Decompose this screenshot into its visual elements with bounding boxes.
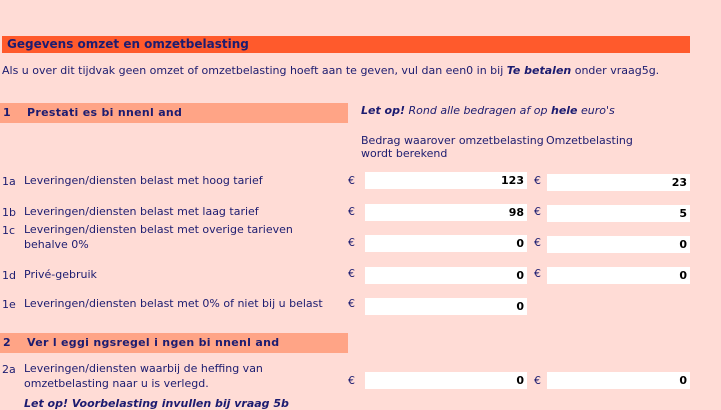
- base-amount-field[interactable]: 0: [365, 235, 527, 252]
- section-header-bar: [2, 36, 690, 53]
- column-header-base: [361, 134, 544, 160]
- tax-amount-field[interactable]: 0: [547, 236, 690, 253]
- note-text: euro's: [577, 104, 615, 117]
- euro-symbol: €: [534, 267, 541, 280]
- euro-symbol: €: [348, 267, 355, 280]
- input-tax-note: Let op! Voorbelasting invullen bij vraag 5b: [24, 397, 289, 410]
- row-code: 1e: [2, 298, 16, 311]
- euro-symbol: €: [348, 297, 355, 310]
- euro-symbol: €: [348, 236, 355, 249]
- euro-symbol: €: [348, 374, 355, 387]
- row-label: Privé-gebruik: [24, 268, 97, 281]
- row-code: 2a: [2, 363, 16, 376]
- section-number: 2: [3, 336, 11, 349]
- section-number: 1: [3, 106, 11, 119]
- row-code: 1c: [2, 224, 16, 237]
- tax-amount-field[interactable]: 5: [547, 205, 690, 222]
- column-header-base-line: wordt berekend: [361, 147, 448, 160]
- base-amount-field[interactable]: 0: [365, 298, 527, 315]
- row-label: Leveringen/diensten belast met 0% of niet bij u belast: [24, 297, 323, 310]
- row-label-line: Leveringen/diensten belast met overige tarieven: [24, 223, 293, 236]
- page-title: Gegevens omzet en omzetbelasting: [7, 37, 249, 51]
- section-2-bar: [0, 333, 348, 353]
- note-emphasis: hele: [551, 104, 578, 117]
- section-1-bar: [0, 103, 348, 123]
- row-label: [24, 222, 293, 252]
- row-label-line: Leveringen/diensten waarbij de heffing van: [24, 362, 263, 375]
- row-label: Leveringen/diensten belast met laag tarief: [24, 205, 259, 218]
- row-label-line: omzetbelasting naar u is verlegd.: [24, 377, 209, 390]
- euro-symbol: €: [348, 174, 355, 187]
- tax-amount-field[interactable]: 23: [547, 174, 690, 191]
- intro-text-part: onder vraag5g.: [571, 64, 660, 77]
- note-text: Rond alle bedragen af op: [405, 104, 551, 117]
- row-code: 1d: [2, 269, 16, 282]
- note-prefix: Let op!: [361, 104, 406, 117]
- column-header-base-line: Bedrag waarover omzetbelasting: [361, 134, 544, 147]
- euro-symbol: €: [534, 205, 541, 218]
- section-title: Prestati es bi nnenl and: [27, 106, 183, 119]
- tax-amount-field[interactable]: 0: [547, 372, 690, 389]
- row-code: 1a: [2, 175, 16, 188]
- base-amount-field[interactable]: 123: [365, 172, 527, 189]
- euro-symbol: €: [534, 174, 541, 187]
- rounding-note: [361, 104, 615, 117]
- euro-symbol: €: [348, 205, 355, 218]
- euro-symbol: €: [534, 236, 541, 249]
- row-label: Leveringen/diensten belast met hoog tarief: [24, 174, 263, 187]
- intro-text-part: Als u over dit tijdvak geen omzet of omzetbelasting hoeft aan te geven, vul dan een0 in bij: [2, 64, 507, 77]
- row-label: [24, 361, 263, 391]
- base-amount-field[interactable]: 98: [365, 204, 527, 221]
- row-code: 1b: [2, 206, 16, 219]
- euro-symbol: €: [534, 374, 541, 387]
- tax-amount-field[interactable]: 0: [547, 267, 690, 284]
- base-amount-field[interactable]: 0: [365, 267, 527, 284]
- intro-emphasis: Te betalen: [506, 64, 572, 77]
- column-header-tax: Omzetbelasting: [546, 134, 633, 147]
- base-amount-field[interactable]: 0: [365, 372, 527, 389]
- section-title: Ver l eggi ngsregel i ngen bi nnenl and: [27, 336, 280, 349]
- intro-text: [2, 64, 659, 77]
- row-label-line: behalve 0%: [24, 238, 89, 251]
